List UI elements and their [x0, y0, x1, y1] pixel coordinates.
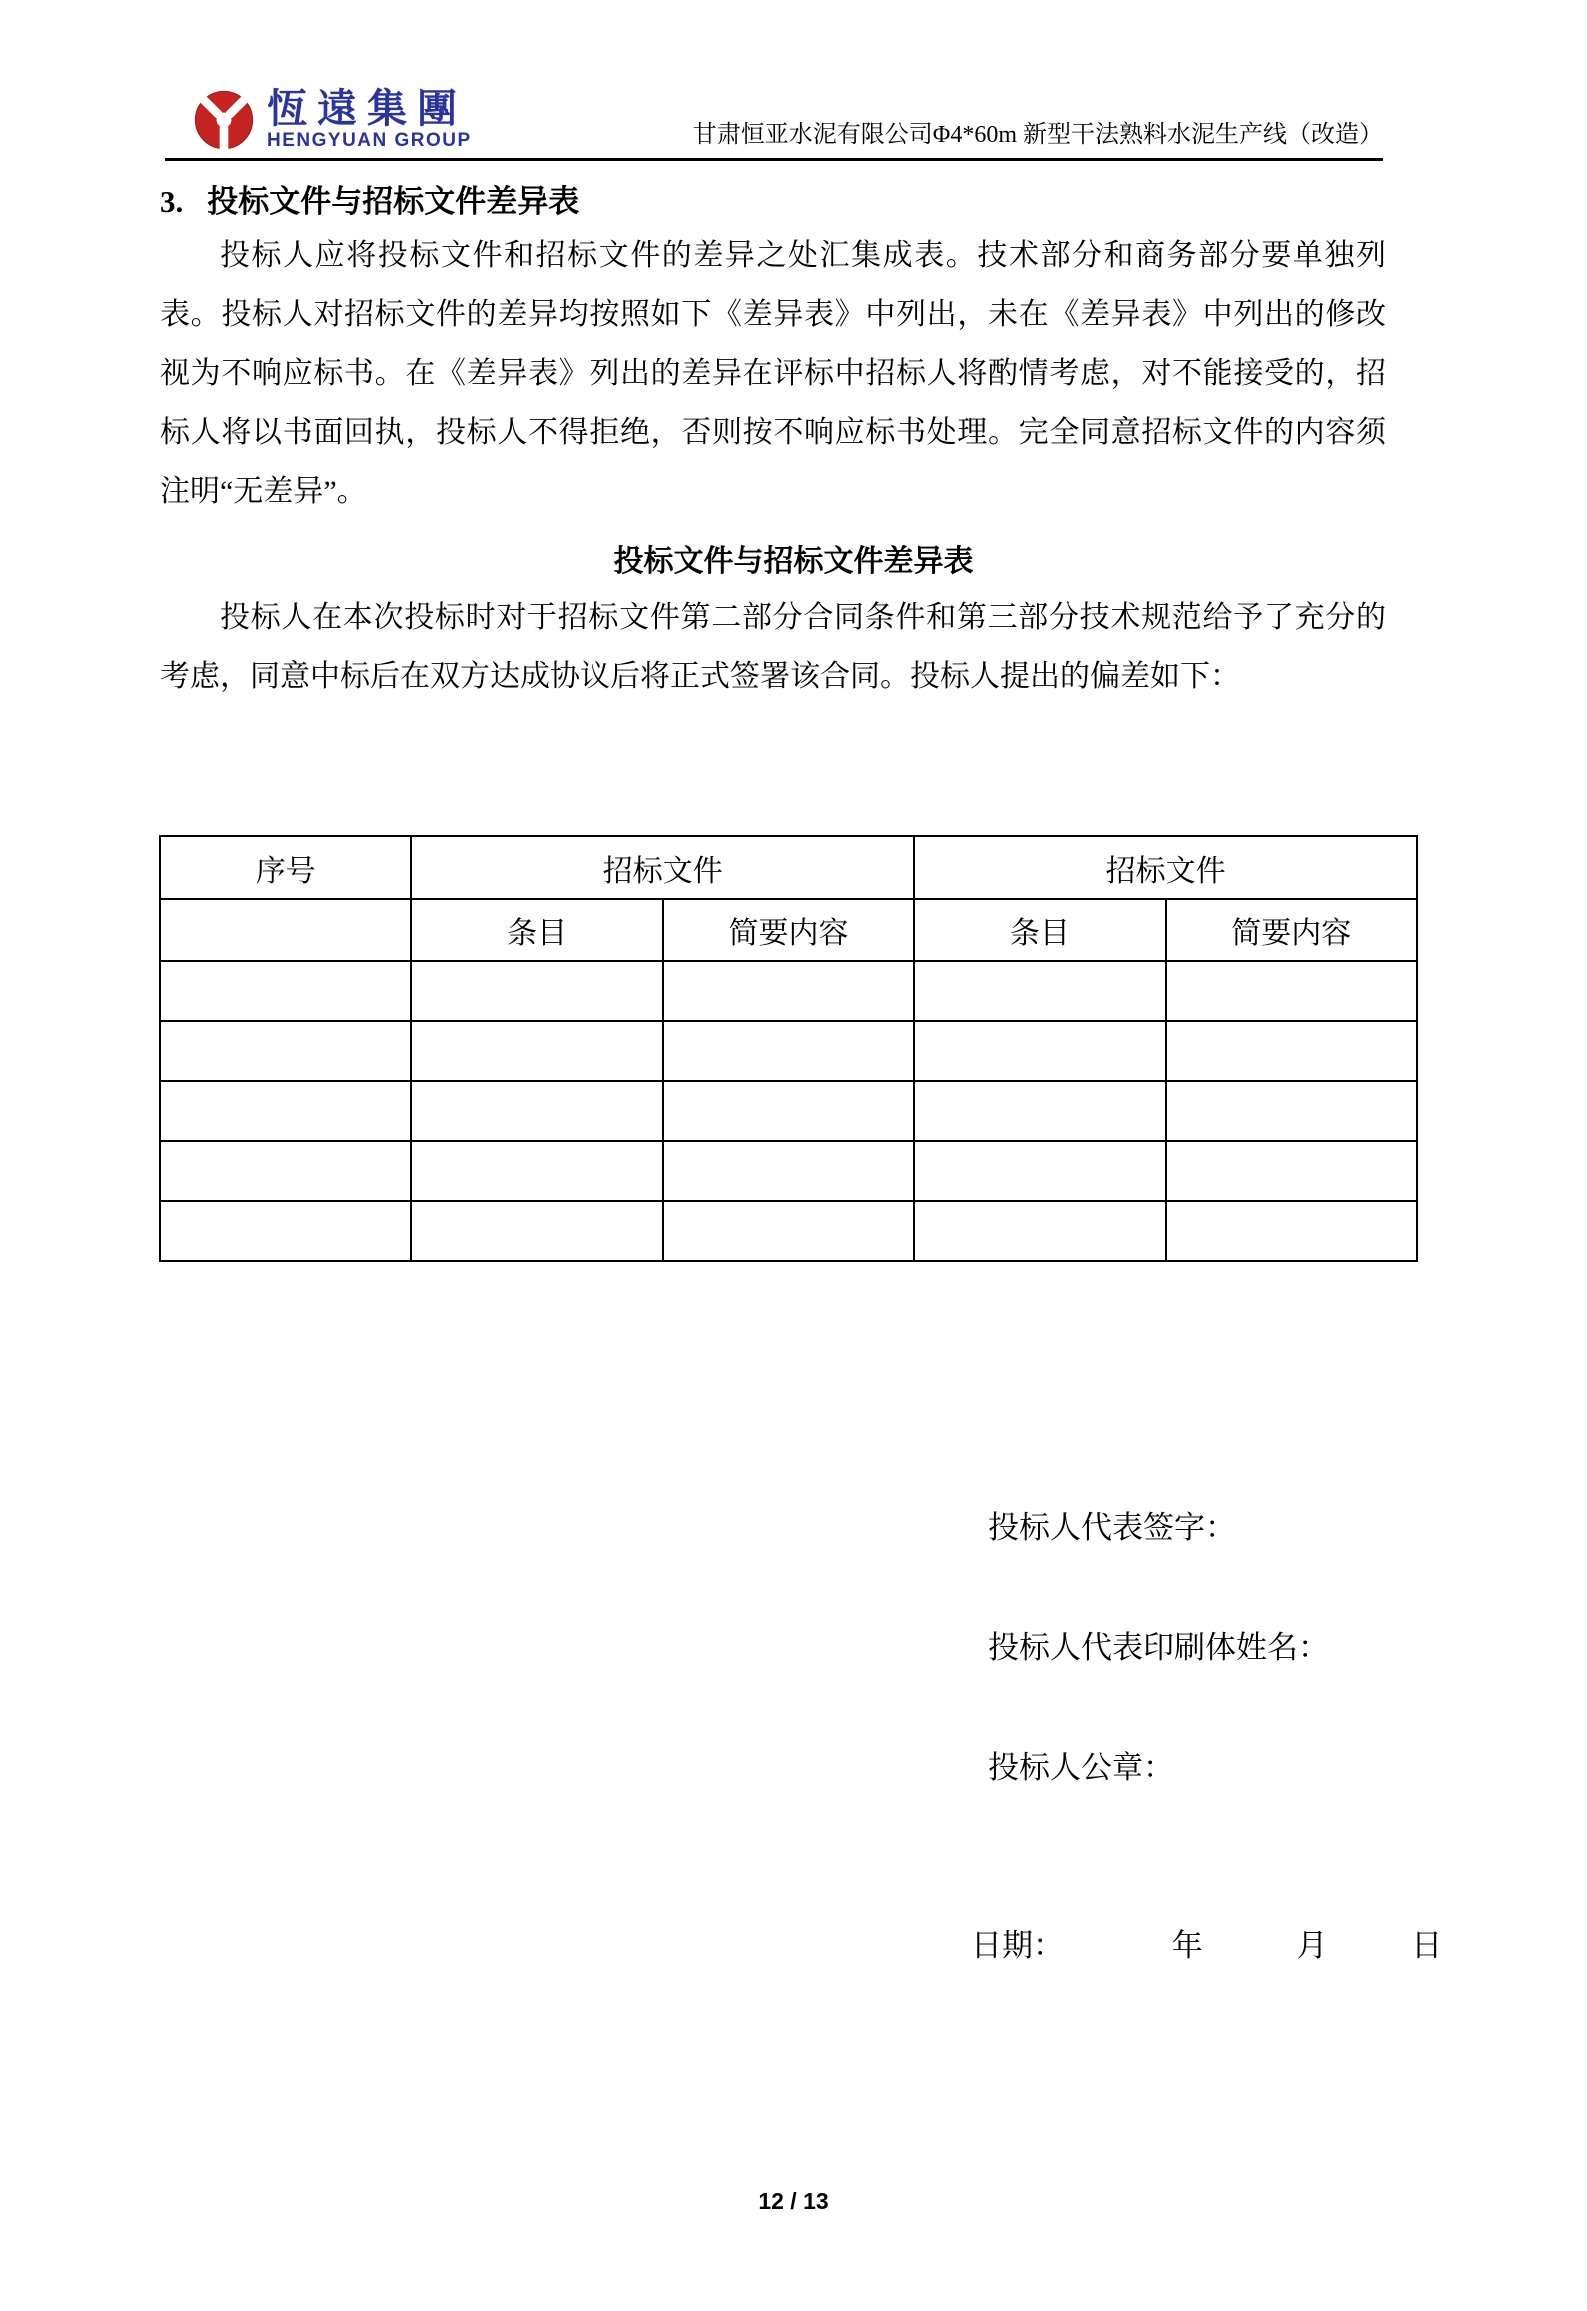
signature-seal-label: 投标人公章： — [988, 1750, 1174, 1785]
table-cell — [1166, 1081, 1417, 1141]
difference-table-title: 投标文件与招标文件差异表 — [613, 545, 974, 578]
table-cell — [160, 1141, 411, 1201]
table-cell — [160, 961, 411, 1021]
table-cell — [1166, 1021, 1417, 1081]
section-heading — [160, 182, 579, 222]
table-row — [160, 1021, 1417, 1081]
table-cell — [411, 1081, 662, 1141]
table-row — [160, 1201, 1417, 1261]
signature-print-name-label: 投标人代表印刷体姓名： — [988, 1630, 1329, 1665]
consideration-paragraph: 投标人在本次投标时对于招标文件第二部分合同条件和第三部分技术规范给予了充分的考虑，同意中标后在双方达成协议后将正式签署该合同。投标人提出的偏差如下： — [160, 601, 1386, 693]
table-subheader-item-2: 条目 — [914, 899, 1165, 961]
date-year-label: 年 — [1171, 1928, 1203, 1963]
table-cell — [914, 961, 1165, 1021]
date-month-label: 月 — [1296, 1928, 1328, 1963]
signature-sign-label: 投标人代表签字： — [988, 1510, 1236, 1545]
table-row — [160, 1141, 1417, 1201]
section-number: 3. — [160, 184, 184, 219]
table-header-row — [160, 836, 1417, 899]
table-subheader-item-1: 条目 — [411, 899, 662, 961]
difference-table — [159, 835, 1418, 1262]
table-header-group2: 招标文件 — [914, 836, 1417, 899]
table-cell — [1166, 961, 1417, 1021]
logo-chinese-name: 恆遠集團 — [267, 86, 467, 131]
company-logo — [193, 88, 472, 152]
table-row — [160, 1081, 1417, 1141]
table-header-seq: 序号 — [160, 836, 411, 899]
table-cell — [663, 1201, 914, 1261]
table-cell — [663, 1141, 914, 1201]
table-cell — [411, 1021, 662, 1081]
table-row — [160, 961, 1417, 1021]
logo-english-name: HENGYUAN GROUP — [267, 130, 472, 151]
table-cell — [411, 961, 662, 1021]
table-cell — [663, 1021, 914, 1081]
table-cell — [914, 1081, 1165, 1141]
logo-gear-icon — [193, 89, 255, 151]
footer-page-number: 12 / 13 — [758, 2188, 829, 2214]
table-cell — [160, 899, 411, 961]
table-cell — [663, 961, 914, 1021]
table-cell — [1166, 1141, 1417, 1201]
table-cell — [160, 1021, 411, 1081]
table-cell — [914, 1021, 1165, 1081]
date-day-label: 日 — [1411, 1928, 1443, 1963]
section-title: 投标文件与招标文件差异表 — [207, 184, 580, 219]
table-header-group1: 招标文件 — [411, 836, 914, 899]
header-project-title: 甘肃恒亚水泥有限公司Φ4*60m 新型干法熟料水泥生产线（改造） — [692, 122, 1383, 148]
date-label: 日期： — [971, 1928, 1064, 1963]
table-cell — [411, 1201, 662, 1261]
table-cell — [914, 1141, 1165, 1201]
table-cell — [160, 1201, 411, 1261]
logo-text — [267, 88, 472, 152]
table-subheader-content-2: 简要内容 — [1166, 899, 1417, 961]
table-cell — [160, 1081, 411, 1141]
table-cell — [914, 1201, 1165, 1261]
table-cell — [1166, 1201, 1417, 1261]
date-line — [971, 1924, 1442, 1968]
table-cell — [663, 1081, 914, 1141]
header-rule — [165, 158, 1383, 161]
table-subheader-content-1: 简要内容 — [663, 899, 914, 961]
table-subheader-row — [160, 899, 1417, 961]
intro-paragraph: 投标人应将投标文件和招标文件的差异之处汇集成表。技术部分和商务部分要单独列表。投标人对招标文件的差异均按照如下《差异表》中列出，未在《差异表》中列出的修改视为不响应标书。在《差异表》列出的差异在评标中招标人将酌情考虑，对不能接受的，招标人将以书面回执，投标人不得拒绝，否则按不响应标书处理。完全同意招标文件的内容须注明“无差异”。 — [160, 239, 1386, 508]
table-cell — [411, 1141, 662, 1201]
